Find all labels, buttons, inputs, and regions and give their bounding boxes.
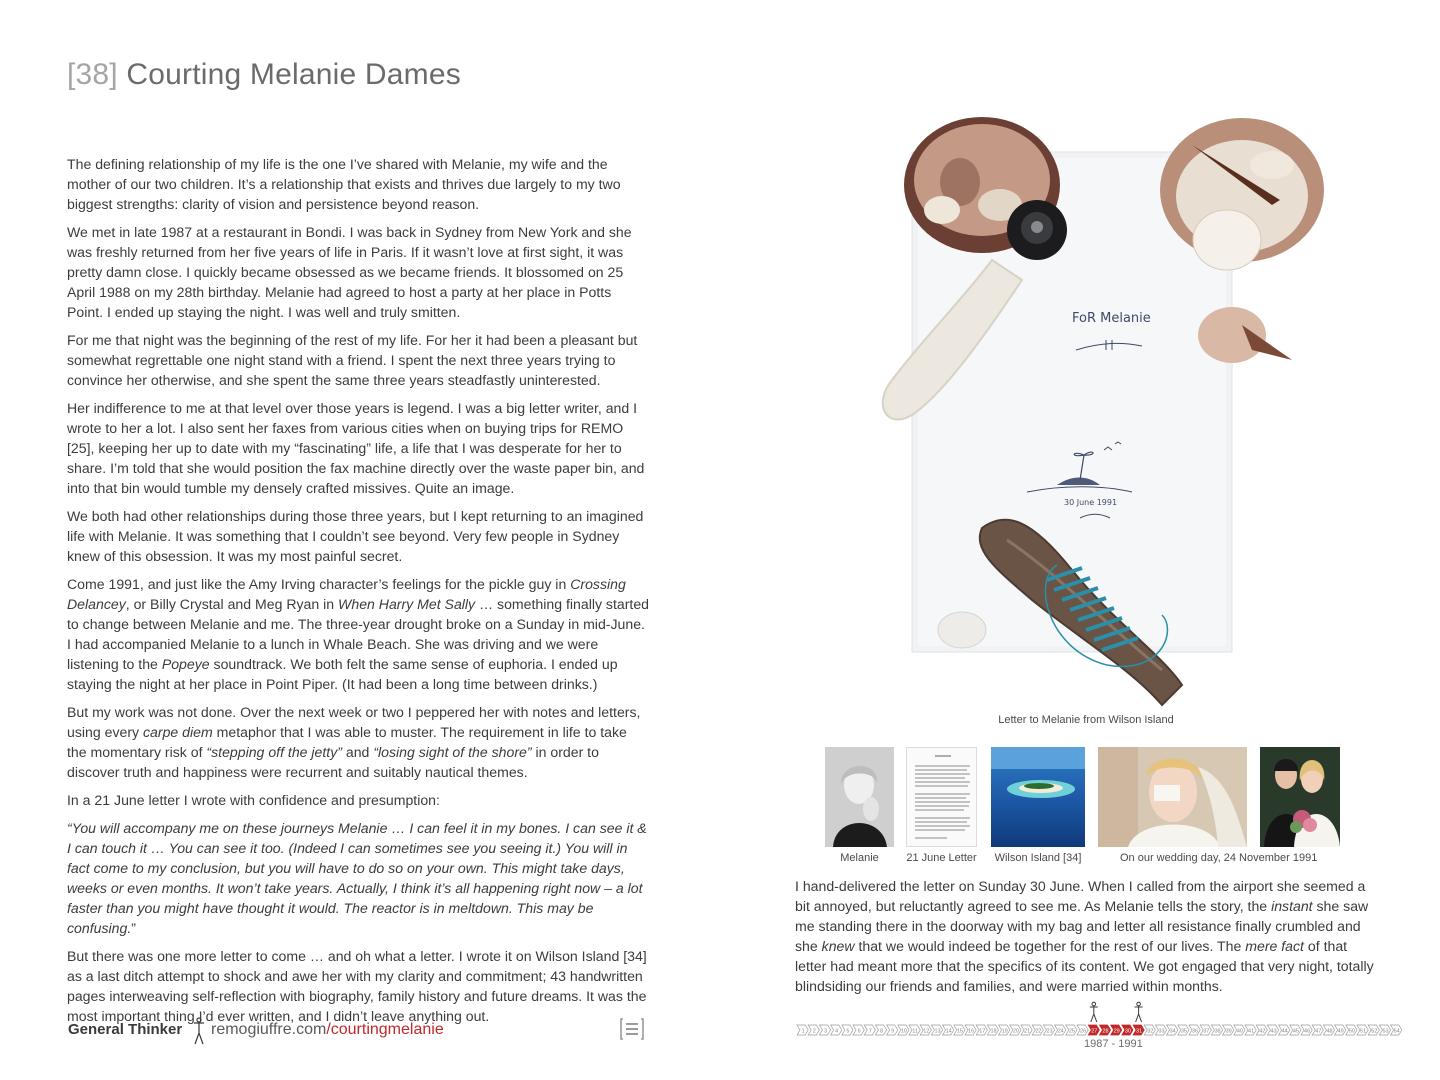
letter-date-handwriting: 30 June 1991 [1064,498,1118,507]
timeline-number: 16 [968,1028,975,1035]
timeline-number: 6 [857,1028,861,1035]
timeline-number: 33 [1158,1028,1165,1035]
timeline-number: 22 [1035,1028,1042,1035]
timeline-chapter-51[interactable] [1357,1025,1368,1035]
timeline-chapter-54[interactable] [1391,1025,1402,1035]
film-title: When Harry Met Sally [338,596,476,612]
timeline-chapter-43[interactable] [1267,1025,1278,1035]
timeline-number: 20 [1012,1028,1019,1035]
timeline-years: 1987 - 1991 [1084,1038,1143,1050]
timeline-chapter-20[interactable] [1010,1025,1021,1035]
timeline-number: 48 [1326,1028,1333,1035]
timeline-chapter-33[interactable] [1155,1025,1166,1035]
quote-text: “You will accompany me on these journeys Melanie … I can feel it in my bones. I can see it & I can touch it … You can see it too. (Indeed I can sometimes see you seeing it.) You will in fact come to my conclusion, but you will have to do so on your own. This might take days, weeks or even months. It won’t take years. Actually, I think it’s all happening right now – a lot faster than you might have thought it would. The reactor is in meltdown. This may be confusing. [67,820,647,936]
timeline-chapter-3[interactable] [819,1025,830,1035]
paragraph-2: We met in late 1987 at a restaurant in Bondi. I was back in Sydney from New York and she was freshly returned from her five years of life in Paris. If it wasn’t love at first sight, it was pretty damn close. I quickly became obsessed as we became friends. It blossomed on 25 April 1988 on my 28th birthday. Melanie had agreed to host a party at her place in Potts Point. I ended up staying the night. I was well and truly smitten. [67,224,632,320]
paragraph-1: The defining relationship of my life is the one I’ve shared with Melanie, my wife and the mother of our two children. It’s a relationship that exists and thrives due largely to my two biggest strengths: clarity of vision and persistence beyond reason. [67,156,621,212]
text-run: Come 1991, and just like the Amy Irving character’s feelings for the pickle guy in [67,576,571,592]
letter-scan [907,748,977,847]
right-body [795,876,1375,996]
timeline-chapter-1[interactable] [797,1025,808,1035]
timeline-number: 35 [1180,1028,1187,1035]
right-page [720,0,1440,1080]
paragraph-6 [67,574,649,694]
text-run: … something finally started to change between Melanie and me. The three-year drought broke on a Sunday in mid-June. I had accompanied Melanie to a lunch in Whale Beach. She was driving and we were listening to the [67,596,650,672]
timeline-chapter-48[interactable] [1323,1025,1334,1035]
paragraph-9: But there was one more letter to come … and oh what a letter. I wrote it on Wilson Island [34] as a last ditch attempt to shock and awe her with my clarity and commitment; 43 handwritten pages interweaving self-reflection with biography, family history and future dreams. It was the most important thing I’d ever written, and I didn’t leave anything out. [67,948,647,1024]
paragraph-8: In a 21 June letter I wrote with confidence and presumption: [67,792,440,808]
timeline-chapter-38[interactable] [1211,1025,1222,1035]
timeline-number: 32 [1147,1028,1154,1035]
timeline-number: 13 [934,1028,941,1035]
timeline-number: 41 [1248,1028,1255,1035]
text-run: that we would indeed be together for the rest of our lives. The [854,938,1246,954]
thumbnail-wilson-island[interactable] [991,747,1085,847]
portrait-photo [825,747,894,847]
chapter-timeline [795,1000,1415,1060]
timeline-chapter-24[interactable] [1055,1025,1066,1035]
timeline-number: 39 [1225,1028,1232,1035]
timeline-chapter-32[interactable] [1144,1025,1155,1035]
timeline-chapter-8[interactable] [875,1025,886,1035]
text-run: soundtrack. We both felt the same sense of euphoria. I ended up staying the night at her place in Point Piper. (It had been a long time between drinks.) [67,656,618,692]
timeline-chapter-7[interactable] [864,1025,875,1035]
timeline-number: 52 [1371,1028,1378,1035]
timeline-chapter-12[interactable] [920,1025,931,1035]
timeline-number: 45 [1292,1028,1299,1035]
letter-quote [67,818,649,938]
timeline-number: 30 [1124,1028,1131,1035]
thumb-caption-wedding-day: On our wedding day, 24 November 1991 [1120,852,1318,864]
emphasis: mere fact [1245,938,1304,954]
text-run: and [341,744,374,760]
brand-name: General Thinker [68,1021,183,1038]
menu-icon[interactable] [620,1018,644,1040]
text-run: I hand-delivered the letter on Sunday 30 June. When I called from the airport she seemed a bit annoyed, but reluctantly agreed to see me. As Melanie tells the story, the [795,878,1366,914]
timeline-chapter-28[interactable] [1099,1025,1110,1035]
timeline-number: 26 [1080,1028,1087,1035]
timeline-number: 28 [1102,1028,1109,1035]
emphasis: “stepping off the jetty” [206,744,342,760]
timeline-number: 34 [1169,1028,1176,1035]
paragraph-5: We both had other relationships during those three years, but I kept returning to an imagined life with Melanie. It was something that I couldn’t see beyond. Very few people in Sydney knew of this obsession. It was my most painful secret. [67,508,644,564]
thumbnail-21-june-letter[interactable] [906,747,977,847]
text-run: in order to discover truth and happiness were recurrent and suitably nautical themes. [67,744,599,780]
timeline-chapter-17[interactable] [976,1025,987,1035]
timeline-chapter-49[interactable] [1335,1025,1346,1035]
site-domain: remogiuffre.com [211,1021,327,1038]
paragraph-7 [67,702,649,782]
emphasis: “losing sight of the shore” [373,744,532,760]
timeline-chapter-44[interactable] [1279,1025,1290,1035]
article-body [67,154,649,1034]
timeline-number: 23 [1046,1028,1053,1035]
timeline-number: 3 [823,1028,828,1035]
site-path: /courtingmelanie [326,1021,444,1038]
timeline-chapter-4[interactable] [831,1025,842,1035]
timeline-number: 42 [1259,1028,1266,1035]
stick-figure-icon [191,1017,207,1045]
timeline-chapter-46[interactable] [1301,1025,1312,1035]
timeline-chapter-26[interactable] [1077,1025,1088,1035]
thumb-caption-wilson-island: Wilson Island [34] [994,852,1082,864]
timeline-chapter-34[interactable] [1167,1025,1178,1035]
chapter-title: Courting Melanie Dames [126,58,461,91]
thumb-caption-21-june-letter: 21 June Letter [906,852,977,864]
emphasis: instant [1271,898,1313,914]
timeline-number: 36 [1192,1028,1199,1035]
timeline-number: 31 [1136,1028,1143,1035]
timeline-chapter-50[interactable] [1346,1025,1357,1035]
letter-photo [832,110,1332,710]
timeline-number: 9 [891,1028,895,1035]
couple-photo [1260,747,1340,847]
timeline-number: 53 [1382,1028,1389,1035]
timeline-number: 25 [1068,1028,1075,1035]
timeline-chapter-21[interactable] [1021,1025,1032,1035]
timeline-number: 5 [846,1028,850,1035]
timeline-chapter-31[interactable] [1133,1025,1144,1035]
timeline-number: 1 [801,1028,805,1035]
timeline-number: 27 [1091,1028,1098,1035]
timeline-chapter-39[interactable] [1223,1025,1234,1035]
main-photo-caption: Letter to Melanie from Wilson Island [998,714,1174,726]
timeline-number: 43 [1270,1028,1277,1035]
chapter-number: [38] [67,58,118,91]
timeline-number: 46 [1304,1028,1311,1035]
timeline-chapter-37[interactable] [1200,1025,1211,1035]
timeline-number: 50 [1348,1028,1355,1035]
text-run: she saw me standing there in the doorway with my bag and letter all resistance finally crumbled and she [795,898,1369,954]
emphasis: knew [821,938,855,954]
thumb-caption-melanie: Melanie [840,852,879,864]
timeline-number: 14 [945,1028,952,1035]
timeline-chapter-36[interactable] [1189,1025,1200,1035]
text-run: But my work was not done. Over the next week or two I peppered her with notes and letters, using every [67,704,641,740]
thumbnail-wedding-couple[interactable] [1260,747,1340,847]
timeline-number: 12 [923,1028,930,1035]
island-photo [991,747,1085,847]
timeline-chapter-19[interactable] [999,1025,1010,1035]
timeline-chapter-29[interactable] [1111,1025,1122,1035]
page-title [67,58,461,92]
timeline-chapter-41[interactable] [1245,1025,1256,1035]
timeline-number: 18 [990,1028,997,1035]
timeline-number: 7 [868,1028,872,1035]
timeline-chapter-40[interactable] [1234,1025,1245,1035]
timeline-chapter-15[interactable] [954,1025,965,1035]
timeline-number: 19 [1001,1028,1008,1035]
timeline-number: 17 [979,1028,986,1035]
thumbnail-melanie[interactable] [825,747,894,847]
timeline-number: 29 [1113,1028,1120,1035]
chapter-link[interactable] [211,1021,444,1039]
paragraph-delivery [795,876,1375,996]
timeline-number: 37 [1203,1028,1210,1035]
timeline-chapter-35[interactable] [1178,1025,1189,1035]
timeline-chapter-27[interactable] [1088,1025,1099,1035]
text-run: , or Billy Crystal and Meg Ryan in [125,596,339,612]
timeline-chapter-22[interactable] [1032,1025,1043,1035]
timeline-chapter-14[interactable] [943,1025,954,1035]
timeline-number: 21 [1024,1028,1031,1035]
timeline-chapter-30[interactable] [1122,1025,1133,1035]
timeline-number: 10 [900,1028,907,1035]
timeline-number: 24 [1057,1028,1064,1035]
timeline-chapter-6[interactable] [853,1025,864,1035]
page-footer [68,1018,648,1048]
timeline-chapter-25[interactable] [1066,1025,1077,1035]
timeline-chapter-9[interactable] [887,1025,898,1035]
timeline-number: 38 [1214,1028,1221,1035]
timeline-number: 15 [956,1028,963,1035]
timeline-number: 2 [812,1028,816,1035]
paragraph-3: For me that night was the beginning of the rest of my life. For her it had been a pleasant but somewhat regrettable one night stand with a friend. I spent the next three years trying to convince her otherwise, and she spent the same three years steadfastly uninterested. [67,332,638,388]
timeline-chapter-42[interactable] [1256,1025,1267,1035]
timeline-chapter-53[interactable] [1379,1025,1390,1035]
emphasis: carpe diem [143,724,213,740]
timeline-chapter-13[interactable] [931,1025,942,1035]
timeline-number: 4 [835,1028,839,1035]
paragraph-4: Her indifference to me at that level over those years is legend. I was a big letter writer, and I wrote to her a lot. I also sent her faxes from various cities when on buying trips for REMO [25], keeping her up to date with my “fascinating” life, a life that I was desperate for her to share. I’m told that she would position the fax machine directly over the waste paper bin, and into that bin would tumble my densely crafted missives. Quite an image. [67,400,645,496]
quote-close: ” [131,920,136,936]
timeline-chapter-10[interactable] [898,1025,909,1035]
stick-figure-icon [1135,1002,1143,1022]
text-run: of that letter had meant more that the specifics of its content. We got engaged that very night, totally blindsiding our friends and families, and were married within months. [795,938,1374,994]
timeline-number: 8 [879,1028,884,1035]
timeline-chapter-18[interactable] [987,1025,998,1035]
timeline-number: 11 [912,1028,918,1035]
timeline-number: 54 [1393,1028,1400,1035]
timeline-number: 51 [1360,1028,1367,1035]
wedding-photo [1098,747,1247,847]
timeline-number: 49 [1337,1028,1344,1035]
timeline-chapter-11[interactable] [909,1025,920,1035]
film-title: Popeye [161,656,210,672]
timeline-track [795,1000,1415,1036]
text-run: metaphor that I was able to muster. The requirement in life to take the momentary risk of [67,724,627,760]
letter-handwriting: FoR Melanie [1072,311,1151,326]
thumbnail-wedding-day[interactable] [1098,747,1247,847]
timeline-chapter-2[interactable] [808,1025,819,1035]
timeline-chapter-47[interactable] [1312,1025,1323,1035]
timeline-chapter-16[interactable] [965,1025,976,1035]
timeline-number: 40 [1236,1028,1243,1035]
stick-figure-icon [1090,1002,1098,1022]
timeline-number: 44 [1281,1028,1288,1035]
timeline-chapter-5[interactable] [842,1025,853,1035]
timeline-chapter-52[interactable] [1368,1025,1379,1035]
timeline-number: 47 [1315,1028,1322,1035]
film-title: Crossing Delancey [67,576,626,612]
timeline-chapter-23[interactable] [1043,1025,1054,1035]
timeline-chapter-45[interactable] [1290,1025,1301,1035]
